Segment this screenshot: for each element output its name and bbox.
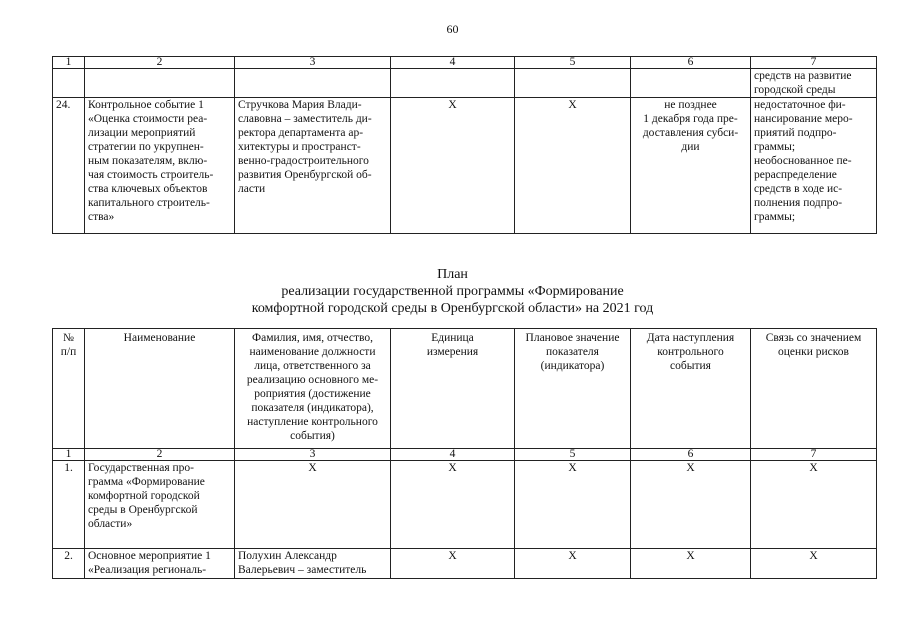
col-number: 3 bbox=[235, 449, 391, 461]
text-line: Фамилия, имя, отчество, bbox=[252, 332, 373, 344]
text-line: капитального строитель- bbox=[88, 197, 210, 209]
table-row bbox=[53, 549, 877, 579]
text-line: ректора департамента ар- bbox=[238, 127, 364, 139]
text-line: недостаточное фи- bbox=[754, 99, 846, 111]
text-line: Связь со значением bbox=[765, 332, 862, 344]
unit-cell: Х bbox=[391, 461, 515, 549]
col-number: 2 bbox=[85, 57, 235, 69]
text-line: хитектуры и пространст- bbox=[238, 141, 361, 153]
col-number: 7 bbox=[751, 449, 877, 461]
text-line: граммы; bbox=[754, 211, 796, 223]
unit-cell: Х bbox=[391, 549, 515, 579]
text-line: приятий подпро- bbox=[754, 127, 837, 139]
plan-column-numbers-row bbox=[53, 449, 877, 461]
text-line: № bbox=[63, 332, 74, 344]
text-line: Дата наступления bbox=[646, 332, 735, 344]
text-line: венно-градостроительного bbox=[238, 155, 369, 167]
date-cell: Х bbox=[631, 461, 751, 549]
continued-row bbox=[53, 69, 877, 98]
header-date bbox=[631, 329, 751, 449]
top-column-numbers-row bbox=[53, 57, 877, 69]
text-line: Плановое значение bbox=[525, 332, 620, 344]
text-line: среды в Оренбургской bbox=[88, 504, 198, 516]
text-line: нансирование меро- bbox=[754, 113, 853, 125]
text-line: ласти bbox=[238, 183, 266, 195]
text-line: Валерьевич – заместитель bbox=[238, 564, 367, 576]
text-line: не позднее bbox=[664, 99, 717, 111]
event-name-cell bbox=[85, 98, 235, 234]
text-line: Полухин Александр bbox=[238, 550, 337, 562]
text-line: Контрольное событие 1 bbox=[88, 99, 204, 111]
text-line: чая стоимость строитель- bbox=[88, 169, 214, 181]
text-line: показателя bbox=[546, 346, 599, 358]
text-line: измерения bbox=[426, 346, 479, 358]
text-line: граммы; bbox=[754, 141, 796, 153]
text-line: области» bbox=[88, 518, 133, 530]
row-name-cell bbox=[85, 549, 235, 579]
text-line: Государственная про- bbox=[88, 462, 195, 474]
text-line: славовна – заместитель ди- bbox=[238, 113, 372, 125]
text-line: лица, ответственного за bbox=[254, 360, 371, 372]
header-unit bbox=[391, 329, 515, 449]
col-number: 1 bbox=[53, 57, 85, 69]
text-line: комфортной городской bbox=[88, 490, 200, 502]
date-cell bbox=[631, 98, 751, 234]
risks-cell: Х bbox=[751, 461, 877, 549]
text-line: роприятия (достижение bbox=[254, 388, 371, 400]
plan-value-cell: Х bbox=[515, 461, 631, 549]
row-number: 24. bbox=[53, 98, 85, 234]
text-line: грамма «Формирование bbox=[88, 476, 205, 488]
text-line: развития Оренбургской об- bbox=[238, 169, 372, 181]
row-number: 1. bbox=[53, 461, 85, 549]
text-line: городской среды bbox=[754, 84, 836, 96]
header-risks bbox=[751, 329, 877, 449]
text-line: дии bbox=[681, 141, 700, 153]
continued-risks-cell bbox=[751, 69, 877, 98]
col-number: 6 bbox=[631, 57, 751, 69]
col-number: 4 bbox=[391, 449, 515, 461]
text-line: события) bbox=[290, 430, 335, 442]
plan-title bbox=[0, 266, 905, 317]
col-number: 3 bbox=[235, 57, 391, 69]
plan-title-line: реализации государственной программы «Формирование bbox=[281, 284, 624, 299]
text-line: п/п bbox=[60, 346, 77, 358]
date-cell: Х bbox=[631, 549, 751, 579]
col-number: 6 bbox=[631, 449, 751, 461]
col-number: 4 bbox=[391, 57, 515, 69]
row-name-cell bbox=[85, 461, 235, 549]
col-number: 2 bbox=[85, 449, 235, 461]
header-name: Наименование bbox=[85, 329, 235, 449]
header-plan-value bbox=[515, 329, 631, 449]
responsible-cell: Х bbox=[235, 461, 391, 549]
plan-value-cell: Х bbox=[515, 549, 631, 579]
responsible-cell bbox=[235, 98, 391, 234]
plan-title-line: План bbox=[437, 267, 468, 282]
header-num bbox=[53, 329, 85, 449]
plan-table bbox=[52, 328, 877, 579]
risks-cell bbox=[751, 98, 877, 234]
text-line: средств на развитие bbox=[754, 70, 852, 82]
table-row bbox=[53, 98, 877, 234]
text-line: реализацию основного ме- bbox=[246, 374, 379, 386]
text-line: ства» bbox=[88, 211, 115, 223]
text-line: события bbox=[670, 360, 711, 372]
plan-value-cell: Х bbox=[515, 98, 631, 234]
plan-header-row bbox=[53, 329, 877, 449]
text-line: показателя (индикатора), bbox=[251, 402, 374, 414]
text-line: ства ключевых объектов bbox=[88, 183, 208, 195]
text-line: «Оценка стоимости реа- bbox=[88, 113, 208, 125]
col-number: 7 bbox=[751, 57, 877, 69]
responsible-cell bbox=[235, 549, 391, 579]
text-line: необоснованное пе- bbox=[754, 155, 852, 167]
text-line: контрольного bbox=[657, 346, 724, 358]
header-responsible bbox=[235, 329, 391, 449]
col-number: 5 bbox=[515, 57, 631, 69]
col-number: 1 bbox=[53, 449, 85, 461]
top-table bbox=[52, 56, 877, 234]
plan-title-line: комфортной городской среды в Оренбургской области» на 2021 год bbox=[251, 301, 654, 316]
text-line: Единица bbox=[431, 332, 474, 344]
text-line: (индикатора) bbox=[540, 360, 605, 372]
table-row bbox=[53, 461, 877, 549]
text-line: рераспределение bbox=[754, 169, 837, 181]
text-line: средств в ходе ис- bbox=[754, 183, 843, 195]
text-line: наступление контрольного bbox=[247, 416, 378, 428]
col-number: 5 bbox=[515, 449, 631, 461]
text-line: Основное мероприятие 1 bbox=[88, 550, 211, 562]
text-line: лизации мероприятий bbox=[88, 127, 196, 139]
text-line: доставления субси- bbox=[642, 127, 739, 139]
text-line: Стручкова Мария Влади- bbox=[238, 99, 362, 111]
row-number: 2. bbox=[53, 549, 85, 579]
text-line: оценки рисков bbox=[778, 346, 849, 358]
unit-cell: Х bbox=[391, 98, 515, 234]
text-line: наименование должности bbox=[249, 346, 376, 358]
page-number: 60 bbox=[446, 22, 459, 36]
text-line: 1 декабря года пре- bbox=[643, 113, 738, 125]
text-line: «Реализация региональ- bbox=[88, 564, 207, 576]
text-line: ным показателям, вклю- bbox=[88, 155, 208, 167]
risks-cell: Х bbox=[751, 549, 877, 579]
text-line: полнения подпро- bbox=[754, 197, 843, 209]
text-line: стратегии по укрупнен- bbox=[88, 141, 204, 153]
